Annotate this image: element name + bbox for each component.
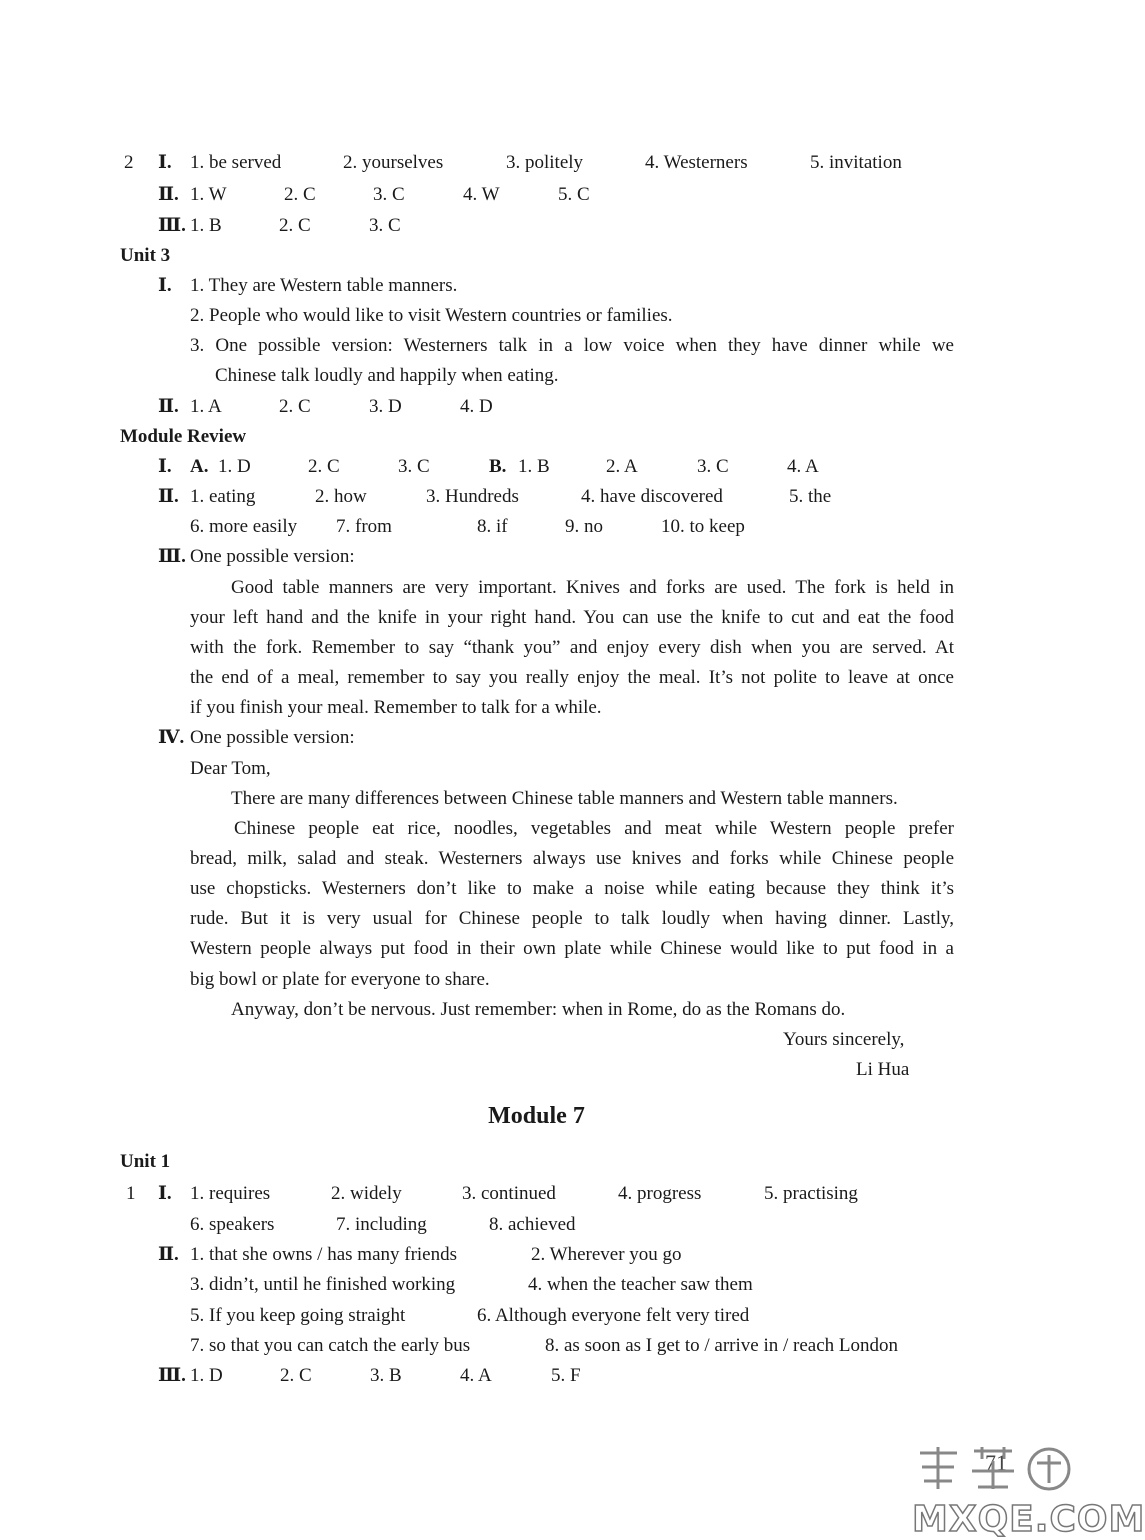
letter-line: rude. But it is very usual for Chinese people to talk loudly when having dinner. Lastly, <box>190 908 954 929</box>
part-label: Ⅰ. <box>158 275 172 296</box>
answer: 5. invitation <box>810 152 902 173</box>
answer: 1. eating <box>190 486 256 507</box>
answer: 1. A <box>190 396 222 417</box>
answer-line: 1. They are Western table manners. <box>190 275 458 296</box>
answer-line: 3. One possible version: Westerners talk in a low voice when they have dinner while we <box>190 335 954 356</box>
answer-line: Chinese talk loudly and happily when eating. <box>215 365 559 386</box>
part-label: Ⅰ. <box>158 152 172 173</box>
answer: 3. politely <box>506 152 584 173</box>
part-label: Ⅲ. <box>158 215 186 236</box>
answer: 3. D <box>369 396 402 417</box>
answer: 4. progress <box>618 1183 702 1204</box>
module-title: Module 7 <box>488 1103 585 1129</box>
answer-intro: One possible version: <box>190 727 355 748</box>
part-label: Ⅲ. <box>158 1365 186 1386</box>
unit-heading: Unit 3 <box>120 245 171 266</box>
answer: 4. A <box>787 456 819 477</box>
letter-line: big bowl or plate for everyone to share. <box>190 969 490 990</box>
answer: 3. C <box>373 184 405 205</box>
letter-line: bread, milk, salad and steak. Westerners always use knives and forks while Chinese people <box>190 848 954 869</box>
answer: 4. D <box>460 396 493 417</box>
essay-line: if you finish your meal. Remember to talk for a while. <box>190 697 602 718</box>
letter-closing: Yours sincerely, <box>783 1029 905 1050</box>
answer: 5. F <box>551 1365 581 1386</box>
part-label: Ⅰ. <box>158 1183 172 1204</box>
answer: 2. yourselves <box>343 152 444 173</box>
letter-line: Western people always put food in their own plate while Chinese would like to put food in a <box>190 938 954 959</box>
exercise-number: 1 <box>126 1183 136 1204</box>
answer: 8. achieved <box>489 1214 576 1235</box>
answer: 2. C <box>279 215 311 236</box>
answer: 3. B <box>370 1365 402 1386</box>
watermark-glyphs-icon <box>912 1443 1082 1493</box>
answer-line: 2. People who would like to visit Western countries or families. <box>190 305 673 326</box>
answer: 1. B <box>518 456 550 477</box>
answer: 3. Hundreds <box>426 486 519 507</box>
answer: 3. didn’t, until he finished working <box>190 1274 456 1295</box>
answer: 8. if <box>477 516 508 537</box>
answer: 5. If you keep going straight <box>190 1305 406 1326</box>
part-label: Ⅱ. <box>158 1244 179 1265</box>
part-label: Ⅱ. <box>158 486 179 507</box>
answer: 7. including <box>336 1214 427 1235</box>
watermark-logo <box>912 1443 1145 1540</box>
answer: 4. have discovered <box>581 486 723 507</box>
letter-line: Chinese people eat rice, noodles, vegetables and meat while Western people prefer <box>234 818 954 839</box>
answer: 7. so that you can catch the early bus <box>190 1335 471 1356</box>
answer: 4. Westerners <box>645 152 748 173</box>
part-label: Ⅱ. <box>158 184 179 205</box>
part-label: Ⅲ. <box>158 546 186 567</box>
letter-line: There are many differences between Chinese table manners and Western table manners. <box>231 788 898 809</box>
answer: 2. widely <box>331 1183 402 1204</box>
answer: 4. A <box>460 1365 492 1386</box>
exercise-number: 2 <box>124 152 134 173</box>
answer: 6. speakers <box>190 1214 275 1235</box>
answer: 7. from <box>336 516 392 537</box>
answer: 3. continued <box>462 1183 556 1204</box>
part-label: Ⅰ. <box>158 456 172 477</box>
letter-line: use chopsticks. Westerners don’t like to make a noise while eating because they think it’s <box>190 878 954 899</box>
answer: 2. C <box>308 456 340 477</box>
letter-greeting: Dear Tom, <box>190 758 271 779</box>
answer: 5. practising <box>764 1183 858 1204</box>
answer: 1. that she owns / has many friends <box>190 1244 458 1265</box>
answer: 1. B <box>190 215 222 236</box>
answer-intro: One possible version: <box>190 546 355 567</box>
part-label: Ⅳ. <box>158 727 185 748</box>
answer: 1. D <box>190 1365 223 1386</box>
answer: 1. be served <box>190 152 282 173</box>
answer: 1. requires <box>190 1183 271 1204</box>
answer: 5. C <box>558 184 590 205</box>
essay-line: Good table manners are very important. Knives and forks are used. The fork is held in <box>231 577 954 598</box>
letter-signature: Li Hua <box>856 1059 910 1080</box>
answer: 2. Wherever you go <box>531 1244 682 1265</box>
answer: 5. the <box>789 486 832 507</box>
answer: 10. to keep <box>661 516 745 537</box>
answer: 9. no <box>565 516 603 537</box>
answer: 6. more easily <box>190 516 298 537</box>
answer: 3. C <box>369 215 401 236</box>
answer: 2. C <box>284 184 316 205</box>
answer: 4. W <box>463 184 500 205</box>
letter-line: Anyway, don’t be nervous. Just remember: when in Rome, do as the Romans do. <box>231 999 846 1020</box>
answer: 1. D <box>218 456 251 477</box>
answer: 1. W <box>190 184 227 205</box>
subpart-label: A. <box>190 456 209 477</box>
subpart-label: B. <box>489 456 507 477</box>
essay-line: with the fork. Remember to say “thank you” and enjoy every dish when you are served. At <box>190 637 954 658</box>
section-heading: Module Review <box>120 426 247 447</box>
answer: 2. how <box>315 486 367 507</box>
answer: 3. C <box>697 456 729 477</box>
answer: 8. as soon as I get to / arrive in / reach London <box>545 1335 898 1356</box>
answer: 3. C <box>398 456 430 477</box>
unit-heading: Unit 1 <box>120 1151 171 1172</box>
essay-line: the end of a meal, remember to say you really enjoy the meal. It’s not polite to leave at once <box>190 667 954 688</box>
part-label: Ⅱ. <box>158 396 179 417</box>
answer: 2. C <box>279 396 311 417</box>
essay-line: your left hand and the knife in your right hand. You can use the knife to cut and eat the food <box>190 607 954 628</box>
answer: 6. Although everyone felt very tired <box>477 1305 750 1326</box>
watermark-text: MXQE.COM <box>912 1499 1145 1540</box>
answer: 4. when the teacher saw them <box>528 1274 753 1295</box>
answer: 2. C <box>280 1365 312 1386</box>
answer: 2. A <box>606 456 638 477</box>
page-number: 71 <box>985 1450 1007 1475</box>
